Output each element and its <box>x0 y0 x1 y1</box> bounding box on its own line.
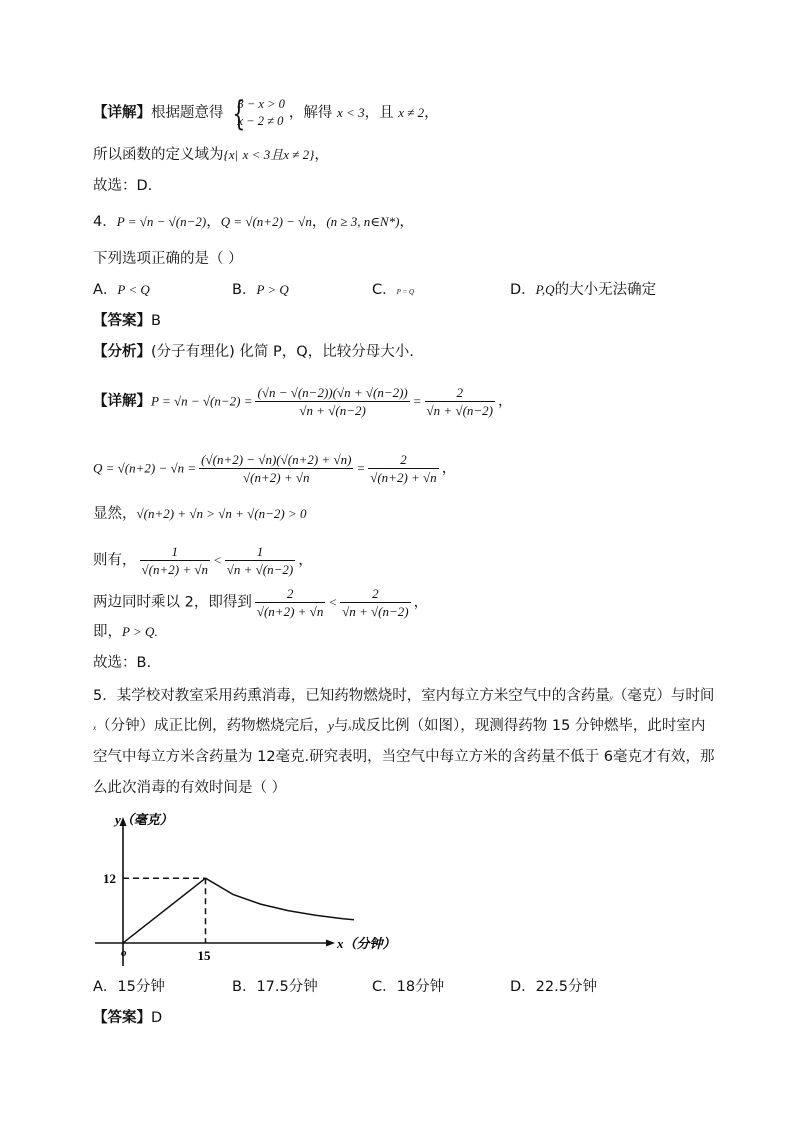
option-text: 15分钟 <box>117 979 165 995</box>
q4-q-def: Q = √(n+2) − √n <box>220 214 312 229</box>
then-op: < <box>212 552 222 568</box>
inequality: x < 3 <box>337 105 365 120</box>
dose-time-chart <box>95 808 405 968</box>
mult-right <box>340 585 410 620</box>
answer-value: B <box>151 313 161 329</box>
q5-text-mid: 与 <box>333 718 349 734</box>
series-inverse <box>206 878 355 920</box>
detail-and: ，且 <box>364 105 394 121</box>
frac-num: 1 <box>140 543 210 561</box>
q4-number: 4． <box>93 214 117 230</box>
option-text: P < Q <box>117 282 150 297</box>
q5-line-1 <box>93 686 714 708</box>
obvious-lead: 显然， <box>93 506 137 522</box>
obvious-inequality: √(n+2) + √n > √n + √(n−2) > 0 <box>136 506 307 521</box>
analysis-text: (分子有理化) 化简 P，Q，比较分母大小. <box>151 344 414 360</box>
detail-tag: 【详解】 <box>93 105 151 121</box>
q5-option-c[interactable] <box>372 977 444 997</box>
q5-line-2 <box>93 716 705 738</box>
q4-option-a[interactable] <box>93 280 150 300</box>
system-row-2: x − 2 ≠ 0 <box>237 114 284 128</box>
option-label: B． <box>232 282 257 298</box>
q4-option-d[interactable] <box>510 280 656 300</box>
answer-tag: 【答案】 <box>93 313 151 329</box>
q5-text: （分钟）成正比例，药物燃烧完后， <box>96 718 329 734</box>
frac-den: √n + √(n−2) <box>299 403 366 418</box>
q4-sep: ， <box>206 214 221 230</box>
frac-den: √(n+2) + √n <box>141 562 208 577</box>
frac-num: 2 <box>340 585 410 603</box>
step-p-lhs: P = √n − √(n−2) = <box>151 393 253 409</box>
frac-num: (√(n+2) − √n)(√(n+2) + √n) <box>201 452 352 467</box>
analysis-tag: 【分析】 <box>93 344 151 360</box>
equals: = <box>356 460 366 476</box>
q4-multiply: 两边同时乘以 2，即得到 $\frac{2}{√(n+2) + √n}$ < $\frac{2}{√n + √(n-2)}$ ， <box>93 586 429 619</box>
q4-then: 则有， $\frac{1}{√(n+2) + √n}$ < $\frac{1}{√n + √(n-2)}$ ， <box>93 544 313 577</box>
frac-den: √(n+2) + √n <box>243 470 310 485</box>
q4-choose: 故选：B. <box>93 655 152 671</box>
mult-lead: 两边同时乘以 2，即得到 <box>93 594 252 611</box>
q5-option-b[interactable] <box>232 977 318 997</box>
option-label: C． <box>372 282 397 298</box>
x-axis-label: x（分钟） <box>337 936 396 951</box>
option-label: D． <box>510 979 536 995</box>
q4-obvious <box>93 504 307 524</box>
frac-den: √n + √(n−2) <box>226 562 294 577</box>
detail-line-1 <box>93 94 439 134</box>
option-label: D． <box>510 282 536 298</box>
q4-p-def: P = √n − √(n−2) <box>116 214 207 229</box>
detail-lead: 根据题意得 <box>151 105 224 121</box>
then-lead: 则有， <box>93 552 137 569</box>
q5-var-y2: y <box>328 718 334 733</box>
q5-var-x2: x <box>348 724 352 732</box>
frac-den: √n + √(n−2) <box>342 604 409 619</box>
inequality-system: { 3 − x > 0 x − 2 ≠ 0 <box>231 94 285 134</box>
frac-num: 1 <box>225 543 295 561</box>
step-q-result <box>368 451 438 486</box>
answer-value: D <box>151 1010 163 1026</box>
x-axis-arrow <box>326 940 335 947</box>
option-vars: P,Q <box>535 282 555 297</box>
equals: = <box>412 393 422 409</box>
set-cond: x < 3且 <box>242 147 284 162</box>
then-left <box>140 543 210 578</box>
step-q-fraction <box>199 451 353 486</box>
q4-answer <box>93 311 161 331</box>
q5-var-y: y <box>609 694 613 702</box>
q4-prompt: 下列选项正确的是（ ） <box>93 251 243 267</box>
q5-var-x: x <box>93 724 97 732</box>
detail-mid: ，解得 <box>288 105 333 121</box>
frac-den: √n + √(n−2) <box>426 403 494 418</box>
q4-option-c[interactable] <box>372 280 414 302</box>
frac-num: (√n − √(n−2))(√n + √(n−2)) <box>257 385 408 400</box>
set-open: {x| <box>223 147 239 162</box>
q4-end: ， <box>399 214 414 230</box>
option-label: A． <box>93 282 118 298</box>
q4-statement <box>93 212 414 232</box>
domain-text: 所以函数的定义域为 <box>93 147 224 163</box>
q5-option-d[interactable] <box>510 977 597 997</box>
option-text: 17.5分钟 <box>256 979 318 995</box>
origin-label: o <box>121 947 127 959</box>
not-equal: x ≠ 2 <box>398 105 425 120</box>
frac-den: √(n+2) + √n <box>370 470 437 485</box>
q4-option-b[interactable] <box>232 280 289 300</box>
option-text: 22.5分钟 <box>535 979 597 995</box>
option-label: B． <box>232 979 257 995</box>
q4-analysis <box>93 342 414 362</box>
option-text: 的大小无法确定 <box>554 282 657 298</box>
mult-left <box>255 585 325 620</box>
q4-condition: (n ≥ 3, n∈N*) <box>326 214 400 229</box>
q5-text: 某学校对教室采用药熏消毒，已知药物燃烧时，室内每立方米空气中的含药量 <box>116 688 610 704</box>
system-row-1: 3 − x > 0 <box>237 97 285 111</box>
detail-tag: 【详解】 <box>93 393 151 410</box>
answer-line-1: 故选：D. <box>93 178 153 194</box>
q4-conclude <box>93 622 158 642</box>
q4-step-p: 【详解】P = √n − √(n−2) = $\frac{(√n - √(n-2))(√n + √(n-2))}{√n + √(n-2)}$ = $\frac{2}{√n + √(n-2)}$ ， <box>93 385 513 418</box>
option-label: C． <box>372 979 397 995</box>
y-tick-label: 12 <box>103 871 116 887</box>
q5-answer <box>93 1008 162 1028</box>
domain-line <box>93 145 329 165</box>
mult-op: < <box>328 594 338 610</box>
q4-sep-2: ， <box>311 214 327 230</box>
answer-tag: 【答案】 <box>93 1010 151 1026</box>
then-right <box>225 543 295 578</box>
q5-text-end: （毫克）与时间 <box>612 688 715 704</box>
q5-number: 5． <box>93 688 117 704</box>
conclude-value: P > Q. <box>122 624 158 639</box>
step-p-fraction <box>255 384 409 419</box>
step-q-lhs: Q = √(n+2) − √n = <box>93 460 197 476</box>
option-label: A． <box>93 979 118 995</box>
q5-line-3: 空气中每立方米含药量为 12毫克.研究表明，当空气中每立方米的含药量不低于 6毫克才有效，那 <box>93 749 715 765</box>
step-p-result <box>425 384 495 419</box>
set-cond-2: x ≠ 2} <box>283 147 315 162</box>
option-text: P > Q <box>256 282 289 297</box>
frac-num: 2 <box>255 585 325 603</box>
x-tick-label: 15 <box>197 948 211 963</box>
q5-option-a[interactable] <box>93 977 165 997</box>
y-axis-label: y（毫克） <box>115 812 173 827</box>
series-linear <box>123 878 206 943</box>
frac-num: 2 <box>425 384 495 402</box>
option-text: 18分钟 <box>396 979 445 995</box>
frac-den: √(n+2) + √n <box>256 604 324 619</box>
domain-end: ， <box>314 147 329 163</box>
conclude-lead: 即， <box>93 624 122 640</box>
q4-step-q: Q = √(n+2) − √n = $\frac{(√(n+2) - √n)(√(n+2) + √n)}{√(n+2) + √n}$ = $\frac{2}{√(n+2) + √n}$ ， <box>93 452 457 485</box>
q5-line-4: 么此次消毒的有效时间是（ ） <box>93 780 287 796</box>
q5-text-end: 成反比例（如图），现测得药物 15 分钟燃毕，此时室内 <box>351 718 706 734</box>
frac-num: 2 <box>368 451 438 469</box>
option-text: P = Q <box>396 288 415 296</box>
detail-end: ， <box>424 105 439 121</box>
